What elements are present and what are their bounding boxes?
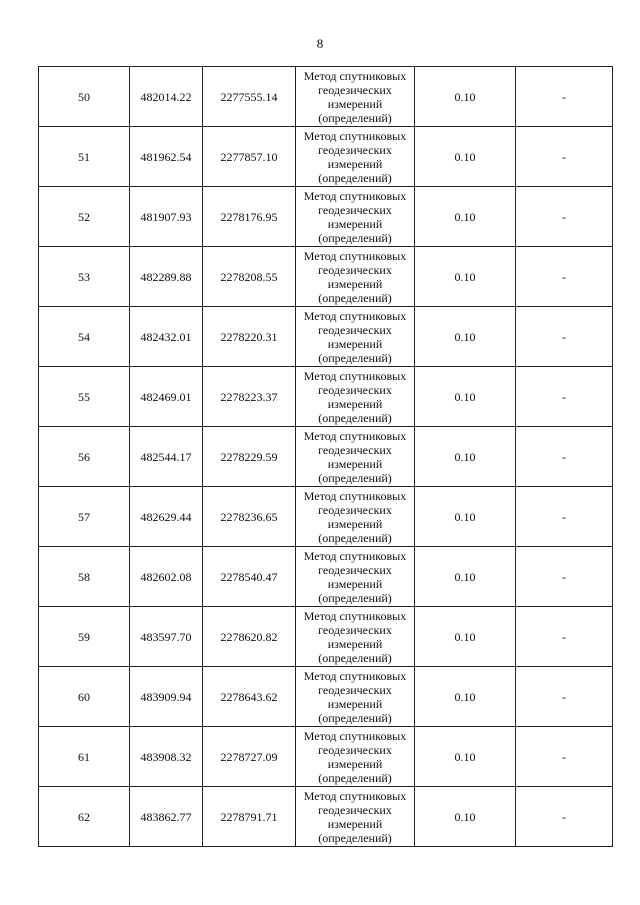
- method-cell: [296, 547, 415, 607]
- table-row: [39, 127, 613, 187]
- method-cell: [296, 727, 415, 787]
- note-cell: [516, 607, 613, 667]
- note-cell-text: -: [562, 269, 566, 284]
- y-coordinate-cell: [203, 127, 296, 187]
- method-cell-text: Метод спутниковых геодезических измерений (определений): [303, 548, 407, 605]
- point-number-cell: [39, 547, 130, 607]
- y-coordinate-cell: [203, 367, 296, 427]
- table-row: [39, 67, 613, 127]
- table-row: [39, 487, 613, 547]
- x-coordinate-cell-text: 482544.17: [140, 449, 192, 464]
- accuracy-cell: [415, 247, 516, 307]
- accuracy-cell: [415, 127, 516, 187]
- x-coordinate-cell: [130, 487, 203, 547]
- coordinates-table-body: [39, 67, 613, 847]
- point-number-cell: [39, 187, 130, 247]
- method-cell-text: Метод спутниковых геодезических измерений (определений): [303, 188, 407, 245]
- note-cell-text: -: [562, 449, 566, 464]
- x-coordinate-cell-text: 482014.22: [140, 89, 192, 104]
- point-number-cell: [39, 127, 130, 187]
- accuracy-cell: [415, 787, 516, 847]
- method-cell-text: Метод спутниковых геодезических измерений (определений): [303, 728, 407, 785]
- x-coordinate-cell: [130, 667, 203, 727]
- method-cell: [296, 487, 415, 547]
- note-cell-text: -: [562, 569, 566, 584]
- x-coordinate-cell: [130, 607, 203, 667]
- accuracy-cell-text: 0.10: [454, 449, 476, 464]
- y-coordinate-cell-text: 2278727.09: [220, 749, 278, 764]
- y-coordinate-cell-text: 2277857.10: [220, 149, 278, 164]
- note-cell-text: -: [562, 89, 566, 104]
- y-coordinate-cell: [203, 427, 296, 487]
- method-cell: [296, 247, 415, 307]
- x-coordinate-cell: [130, 67, 203, 127]
- note-cell: [516, 727, 613, 787]
- table-row: [39, 427, 613, 487]
- y-coordinate-cell: [203, 487, 296, 547]
- table-row: [39, 667, 613, 727]
- method-cell: [296, 427, 415, 487]
- method-cell-text: Метод спутниковых геодезических измерений (определений): [303, 248, 407, 305]
- note-cell-text: -: [562, 509, 566, 524]
- accuracy-cell-text: 0.10: [454, 389, 476, 404]
- table-row: [39, 187, 613, 247]
- method-cell-text: Метод спутниковых геодезических измерений (определений): [303, 488, 407, 545]
- accuracy-cell-text: 0.10: [454, 509, 476, 524]
- method-cell: [296, 187, 415, 247]
- y-coordinate-cell-text: 2278208.55: [220, 269, 278, 284]
- x-coordinate-cell: [130, 367, 203, 427]
- note-cell-text: -: [562, 149, 566, 164]
- table-row: [39, 727, 613, 787]
- point-number-cell: [39, 487, 130, 547]
- y-coordinate-cell: [203, 67, 296, 127]
- point-number-cell: [39, 727, 130, 787]
- y-coordinate-cell-text: 2278220.31: [220, 329, 278, 344]
- table-row: [39, 247, 613, 307]
- y-coordinate-cell-text: 2278229.59: [220, 449, 278, 464]
- note-cell: [516, 547, 613, 607]
- method-cell: [296, 607, 415, 667]
- y-coordinate-cell: [203, 727, 296, 787]
- y-coordinate-cell-text: 2278540.47: [220, 569, 278, 584]
- x-coordinate-cell-text: 482469.01: [140, 389, 192, 404]
- method-cell-text: Метод спутниковых геодезических измерений (определений): [303, 608, 407, 665]
- method-cell-text: Метод спутниковых геодезических измерений (определений): [303, 368, 407, 425]
- x-coordinate-cell-text: 481962.54: [140, 149, 192, 164]
- accuracy-cell-text: 0.10: [454, 329, 476, 344]
- table-row: [39, 547, 613, 607]
- x-coordinate-cell: [130, 247, 203, 307]
- method-cell-text: Метод спутниковых геодезических измерений (определений): [303, 68, 407, 125]
- method-cell: [296, 67, 415, 127]
- accuracy-cell: [415, 667, 516, 727]
- point-number-cell: [39, 67, 130, 127]
- accuracy-cell-text: 0.10: [454, 629, 476, 644]
- accuracy-cell: [415, 187, 516, 247]
- table-row: [39, 307, 613, 367]
- note-cell-text: -: [562, 809, 566, 824]
- note-cell: [516, 427, 613, 487]
- point-number-cell: [39, 607, 130, 667]
- note-cell: [516, 307, 613, 367]
- x-coordinate-cell: [130, 187, 203, 247]
- point-number-cell-text: 53: [78, 269, 90, 284]
- point-number-cell: [39, 667, 130, 727]
- x-coordinate-cell: [130, 307, 203, 367]
- method-cell-text: Метод спутниковых геодезических измерений (определений): [303, 428, 407, 485]
- point-number-cell-text: 58: [78, 569, 90, 584]
- y-coordinate-cell-text: 2278791.71: [220, 809, 278, 824]
- note-cell: [516, 247, 613, 307]
- point-number-cell-text: 61: [78, 749, 90, 764]
- accuracy-cell-text: 0.10: [454, 89, 476, 104]
- y-coordinate-cell-text: 2278620.82: [220, 629, 278, 644]
- y-coordinate-cell: [203, 307, 296, 367]
- note-cell: [516, 787, 613, 847]
- x-coordinate-cell: [130, 787, 203, 847]
- point-number-cell-text: 62: [78, 809, 90, 824]
- note-cell: [516, 67, 613, 127]
- note-cell: [516, 667, 613, 727]
- x-coordinate-cell: [130, 127, 203, 187]
- accuracy-cell: [415, 67, 516, 127]
- accuracy-cell: [415, 487, 516, 547]
- point-number-cell-text: 57: [78, 509, 90, 524]
- y-coordinate-cell: [203, 247, 296, 307]
- note-cell: [516, 367, 613, 427]
- point-number-cell: [39, 787, 130, 847]
- method-cell-text: Метод спутниковых геодезических измерений (определений): [303, 668, 407, 725]
- point-number-cell: [39, 307, 130, 367]
- point-number-cell: [39, 427, 130, 487]
- accuracy-cell-text: 0.10: [454, 809, 476, 824]
- point-number-cell: [39, 247, 130, 307]
- method-cell: [296, 127, 415, 187]
- y-coordinate-cell: [203, 607, 296, 667]
- point-number-cell: [39, 367, 130, 427]
- accuracy-cell-text: 0.10: [454, 749, 476, 764]
- accuracy-cell: [415, 607, 516, 667]
- x-coordinate-cell-text: 483908.32: [140, 749, 192, 764]
- x-coordinate-cell-text: 481907.93: [140, 209, 192, 224]
- accuracy-cell-text: 0.10: [454, 569, 476, 584]
- accuracy-cell-text: 0.10: [454, 689, 476, 704]
- point-number-cell-text: 56: [78, 449, 90, 464]
- note-cell-text: -: [562, 329, 566, 344]
- method-cell-text: Метод спутниковых геодезических измерений (определений): [303, 788, 407, 845]
- y-coordinate-cell: [203, 787, 296, 847]
- accuracy-cell-text: 0.10: [454, 209, 476, 224]
- point-number-cell-text: 52: [78, 209, 90, 224]
- x-coordinate-cell-text: 482602.08: [140, 569, 192, 584]
- x-coordinate-cell-text: 482629.44: [140, 509, 192, 524]
- note-cell-text: -: [562, 389, 566, 404]
- point-number-cell-text: 50: [78, 89, 90, 104]
- table-row: [39, 787, 613, 847]
- accuracy-cell: [415, 727, 516, 787]
- note-cell-text: -: [562, 209, 566, 224]
- y-coordinate-cell: [203, 667, 296, 727]
- y-coordinate-cell-text: 2278223.37: [220, 389, 278, 404]
- x-coordinate-cell: [130, 427, 203, 487]
- table-row: [39, 367, 613, 427]
- accuracy-cell: [415, 367, 516, 427]
- note-cell: [516, 187, 613, 247]
- method-cell: [296, 787, 415, 847]
- x-coordinate-cell: [130, 547, 203, 607]
- page-number: 8: [316, 36, 324, 51]
- note-cell-text: -: [562, 749, 566, 764]
- x-coordinate-cell-text: 483597.70: [140, 629, 192, 644]
- note-cell: [516, 127, 613, 187]
- y-coordinate-cell: [203, 547, 296, 607]
- accuracy-cell-text: 0.10: [454, 269, 476, 284]
- x-coordinate-cell-text: 482289.88: [140, 269, 192, 284]
- point-number-cell-text: 55: [78, 389, 90, 404]
- method-cell-text: Метод спутниковых геодезических измерений (определений): [303, 128, 407, 185]
- x-coordinate-cell-text: 483862.77: [140, 809, 192, 824]
- method-cell: [296, 367, 415, 427]
- method-cell: [296, 667, 415, 727]
- accuracy-cell-text: 0.10: [454, 149, 476, 164]
- accuracy-cell: [415, 547, 516, 607]
- x-coordinate-cell-text: 482432.01: [140, 329, 192, 344]
- point-number-cell-text: 51: [78, 149, 90, 164]
- point-number-cell-text: 60: [78, 689, 90, 704]
- y-coordinate-cell: [203, 187, 296, 247]
- y-coordinate-cell-text: 2278236.65: [220, 509, 278, 524]
- accuracy-cell: [415, 427, 516, 487]
- x-coordinate-cell: [130, 727, 203, 787]
- note-cell-text: -: [562, 629, 566, 644]
- point-number-cell-text: 54: [78, 329, 90, 344]
- note-cell: [516, 487, 613, 547]
- table-row: [39, 607, 613, 667]
- y-coordinate-cell-text: 2277555.14: [220, 89, 278, 104]
- method-cell-text: Метод спутниковых геодезических измерений (определений): [303, 308, 407, 365]
- coordinates-table: [38, 66, 613, 847]
- accuracy-cell: [415, 307, 516, 367]
- method-cell: [296, 307, 415, 367]
- note-cell-text: -: [562, 689, 566, 704]
- y-coordinate-cell-text: 2278643.62: [220, 689, 278, 704]
- y-coordinate-cell-text: 2278176.95: [220, 209, 278, 224]
- point-number-cell-text: 59: [78, 629, 90, 644]
- x-coordinate-cell-text: 483909.94: [140, 689, 192, 704]
